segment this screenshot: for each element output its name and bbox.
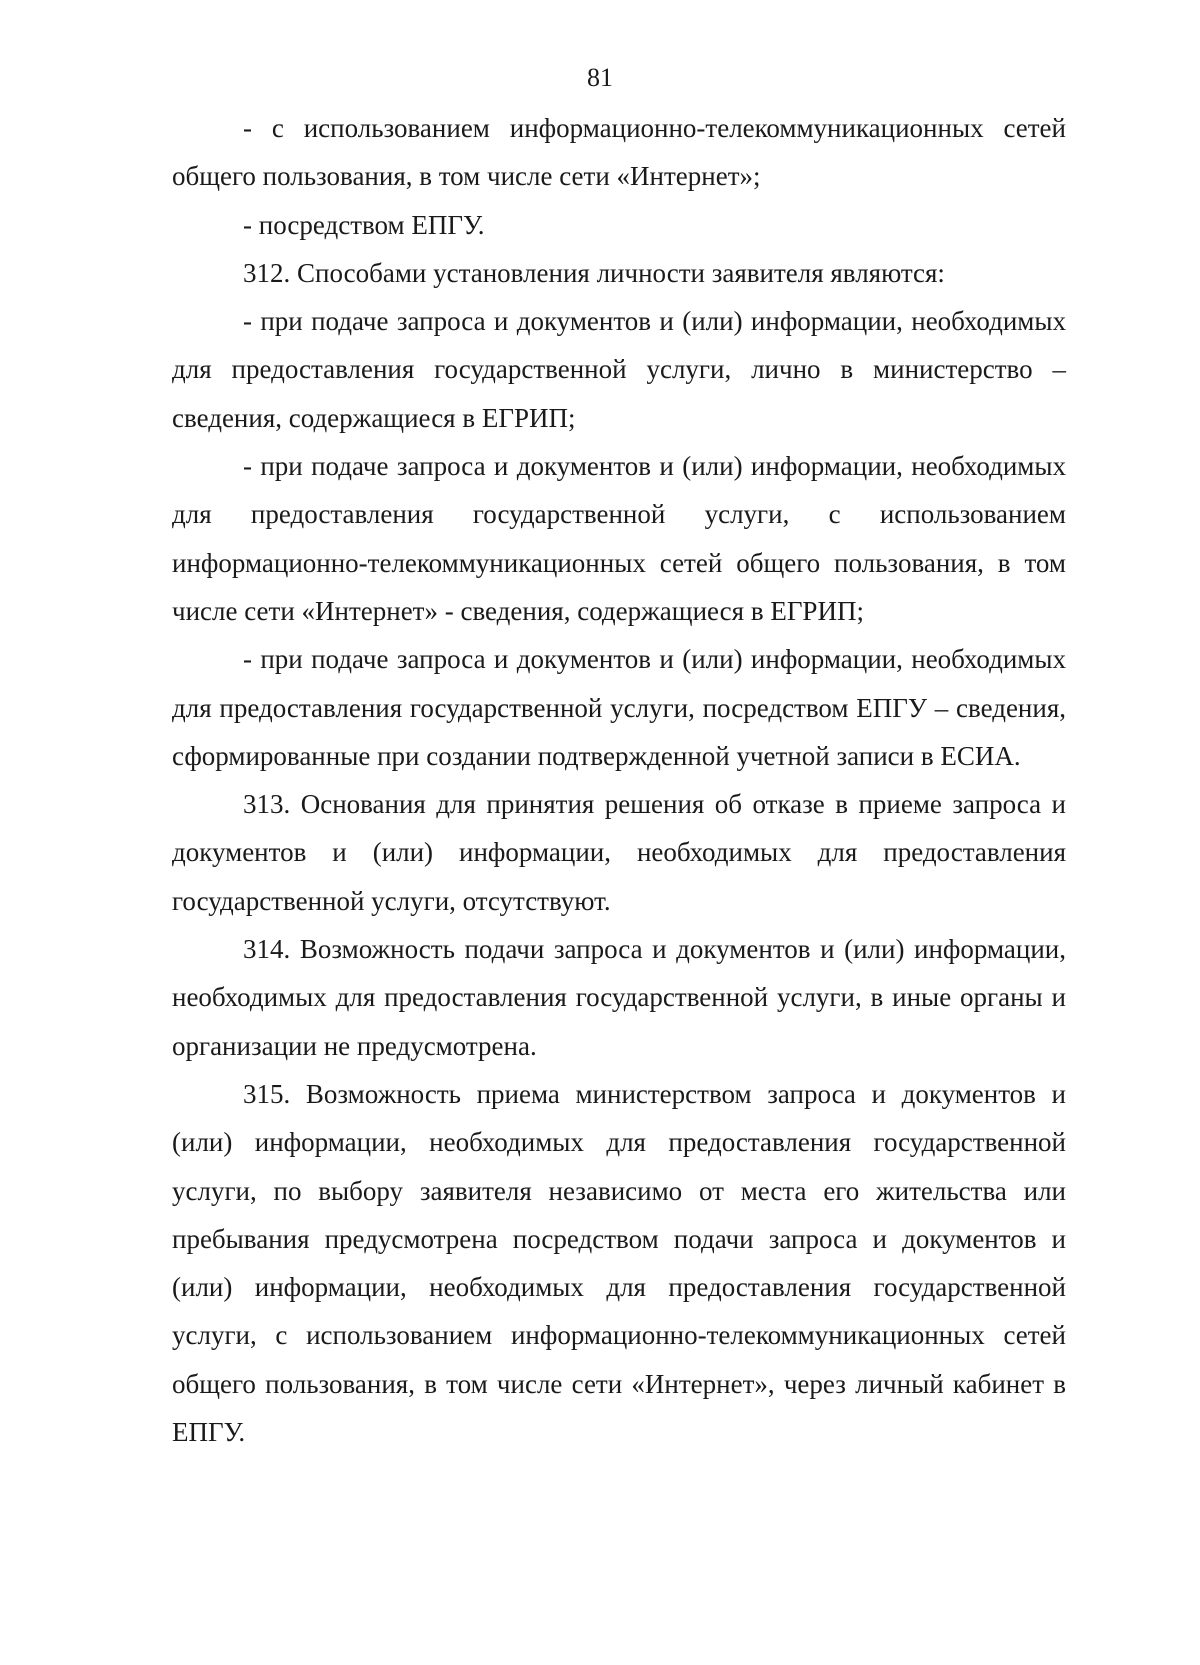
paragraph-314: 314. Возможность подачи запроса и документов и (или) информации, необходимых для предоставления государственной услуги, в иные органы и организации не предусмотрена. bbox=[172, 934, 1066, 1061]
paragraph-315: 315. Возможность приема министерством запроса и документов и (или) информации, необходимых для предоставления государственной услуги, по выбору заявителя независимо от места его жительства или пребывания предусмотрена посредством подачи запроса и документов и (или) информации, необходимых для предоставления государственной услуги, с использованием информационно-телекоммуникационных сетей общего пользования, в том числе сети «Интернет», через личный кабинет в ЕПГУ. bbox=[172, 1078, 1066, 1448]
page-number: 81 bbox=[587, 63, 613, 92]
paragraph-313: 313. Основания для принятия решения об отказе в приеме запроса и документов и (или) информации, необходимых для предоставления государственной услуги, отсутствуют. bbox=[172, 789, 1066, 916]
paragraph-312-in-person: - при подаче запроса и документов и (или) информации, необходимых для предоставления государственной услуги, лично в министерство – сведения, содержащиеся в ЕГРИП; bbox=[172, 306, 1066, 433]
document-body bbox=[172, 104, 1066, 1456]
paragraph-312-heading: 312. Способами установления личности заявителя являются: bbox=[243, 257, 945, 288]
paragraph-epgu-channel: - посредством ЕПГУ. bbox=[243, 209, 485, 240]
paragraph-312-epgu: - при подаче запроса и документов и (или) информации, необходимых для предоставления государственной услуги, посредством ЕПГУ – сведения, сформированные при создании подтвержденной учетной записи в ЕСИА. bbox=[172, 644, 1066, 771]
paragraph-312-internet: - при подаче запроса и документов и (или) информации, необходимых для предоставления государственной услуги, с использованием информационно-телекоммуникационных сетей общего пользования, в том числе сети «Интернет» - сведения, содержащиеся в ЕГРИП; bbox=[172, 451, 1066, 626]
paragraph-internet-channel: - с использованием информационно-телекоммуникационных сетей общего пользования, в том числе сети «Интернет»; bbox=[172, 113, 1066, 192]
